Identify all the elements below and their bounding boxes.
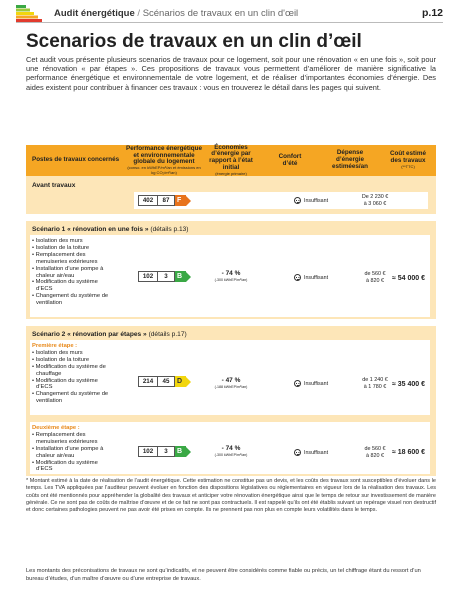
energy-class-bars-icon <box>16 5 46 23</box>
column-header-performance: Performance énergétique et environnementale globale du logement (conso. en kWhEP/m²/an et émissions en kg CO₂/m²/an) <box>126 144 202 175</box>
row-scenario-2 <box>26 326 436 476</box>
step1-comfort: Insuffisant <box>294 380 328 387</box>
page-title: Scenarios de travaux en un clin d’œil <box>26 31 362 52</box>
scenario1-energy-badge <box>138 271 191 282</box>
class-arrow-icon <box>186 272 191 282</box>
avant-comfort: Insuffisant <box>294 197 328 204</box>
scenario1-gain: - 74 % (-300 kWhEP/m²/an) <box>214 270 248 282</box>
step2-energy-badge <box>138 446 191 457</box>
column-header-confort: Confort d’été <box>278 152 302 167</box>
scenario1-title: Scénario 1 « rénovation en une fois » (détails p.13) <box>32 226 189 233</box>
energy-class-badge: B <box>175 446 186 457</box>
step2-depense: de 560 € à 820 € <box>364 446 386 459</box>
co2-value: 45 <box>158 376 175 387</box>
neutral-face-icon <box>294 449 301 456</box>
column-header-economies: Économies d’énergie par rapport à l’état initial (énergie primaire) <box>209 143 253 176</box>
neutral-face-icon <box>294 380 301 387</box>
co2-value: 87 <box>158 195 175 206</box>
step1-gain: - 47 % (-188 kWhEP/m²/an) <box>214 377 248 389</box>
conso-value: 402 <box>138 195 158 206</box>
column-header-depense: Dépense d’énergie estimées/an <box>331 149 369 170</box>
avant-energy-badge <box>138 195 191 206</box>
scenario1-comfort: Insuffisant <box>294 274 328 281</box>
scenario1-depense: de 560 € à 820 € <box>364 271 386 284</box>
step1-label: Première étape : <box>32 343 78 349</box>
column-header-cout: Coût estimé des travaux (**TTC) <box>389 150 427 169</box>
header-separator: / <box>137 8 141 19</box>
scenario1-cost: ≈ 54 000 € <box>392 275 426 282</box>
header-title <box>54 8 298 19</box>
step2-gain: - 74 % (-300 kWhEP/m²/an) <box>214 445 248 457</box>
page-number: p.12 <box>421 7 443 19</box>
energy-class-badge: D <box>175 376 186 387</box>
scenario2-step1-work-list: Première étape : • Isolation des murs • Isolation de la toiture • Modification du système de chauffage • Modification du système d’ECS • Changement du système de ventilation <box>32 343 127 405</box>
header-subtitle: Scénarios de travaux en un clin d'œil <box>142 8 299 19</box>
column-header-postes: Postes de travaux concernés <box>32 156 120 164</box>
scenario2-step2-work-list: Deuxième étape : • Remplacement des menuiseries extérieures • Installation d’une pompe à chaleur air/eau • Modification du système d’ECS <box>32 425 127 473</box>
footer-note: Les montants des préconisations de travaux ne sont qu’indicatifs, et ne peuvent être considérés comme fiable ou précis, un tel chiffrage étant du ressort d’un bureau d’études, d’un maître d’œuvre ou d’une entreprise de travaux. <box>26 568 421 582</box>
intro-paragraph: Cet audit vous présente plusieurs scenarios de travaux pour ce logement, soit pour une rénovation « en une fois », soit pour une rénovation « par étapes ». Ces propositions de travaux vous permettent d’améliorer de manière significative la performance énergétique et environnementale de votre logement, et de réaliser d’importantes économies d’énergie. Des aides existent pour contribuer à financer ces travaux : vous en trouverez le détail dans les pages qui suivent. <box>26 55 436 92</box>
avant-title: Avant travaux <box>32 182 76 189</box>
neutral-face-icon <box>294 274 301 281</box>
page-header <box>0 0 459 27</box>
step1-cost: ≈ 35 400 € <box>392 381 426 388</box>
table-header <box>26 145 436 176</box>
energy-class-badge: F <box>175 195 186 206</box>
header-section: Audit énergétique <box>54 8 135 19</box>
co2-value: 3 <box>158 446 175 457</box>
scenario1-work-list: • Isolation des murs • Isolation de la toiture • Remplacement des menuiseries extérieures • Installation d’une pompe à chaleur air/eau • Modification du système d’ECS • Changement du système de ventilation <box>32 238 109 307</box>
class-arrow-icon <box>186 196 191 206</box>
class-arrow-icon <box>186 447 191 457</box>
avant-depense: De 2 230 € à 3 060 € <box>361 194 389 207</box>
co2-value: 3 <box>158 271 175 282</box>
neutral-face-icon <box>294 197 301 204</box>
step1-energy-badge <box>138 376 191 387</box>
energy-class-badge: B <box>175 271 186 282</box>
step2-label: Deuxième étape : <box>32 425 80 431</box>
conso-value: 102 <box>138 271 158 282</box>
class-arrow-icon <box>186 377 191 387</box>
cost-disclaimer-note: * Montant estimé à la date de réalisation de l’audit énergétique. Cette estimation ne constitue pas un devis, et les coûts des travaux sont susceptibles d’évoluer dans le temps. Les TVA appliquées par l’auditeur peuvent évoluer en fonction des dispositions législatives ou réglementaires en vigueur lors de la réalisation des travaux. Les coûts ont été mentionnés pour appréhender la globalité des travaux et anticiper votre rénovation énergétique ainsi que le temps de retour sur investissement de manière générale. Ce ne sont pas de coûts de maîtrise d’œuvre et de ce fait ne sont pas contractuels. Il est rappelé qu’ils ont été établis suivant un repérage visuel non destructif et donc certaines pathologies peuvent ne pas avoir été prises en compte. Ils ne prennent pas non plus en compte leurs volatilités dans le temps. <box>26 478 436 514</box>
header-divider <box>16 22 443 23</box>
row-avant-travaux <box>26 176 436 214</box>
step1-depense: de 1 240 € à 1 780 € <box>362 377 388 390</box>
step2-cost: ≈ 18 600 € <box>392 449 426 456</box>
conso-value: 102 <box>138 446 158 457</box>
scenario2-title: Scénario 2 « rénovation par étapes » (détails p.17) <box>32 331 187 338</box>
step2-comfort: Insuffisant <box>294 449 328 456</box>
conso-value: 214 <box>138 376 158 387</box>
row-scenario-1 <box>26 221 436 319</box>
